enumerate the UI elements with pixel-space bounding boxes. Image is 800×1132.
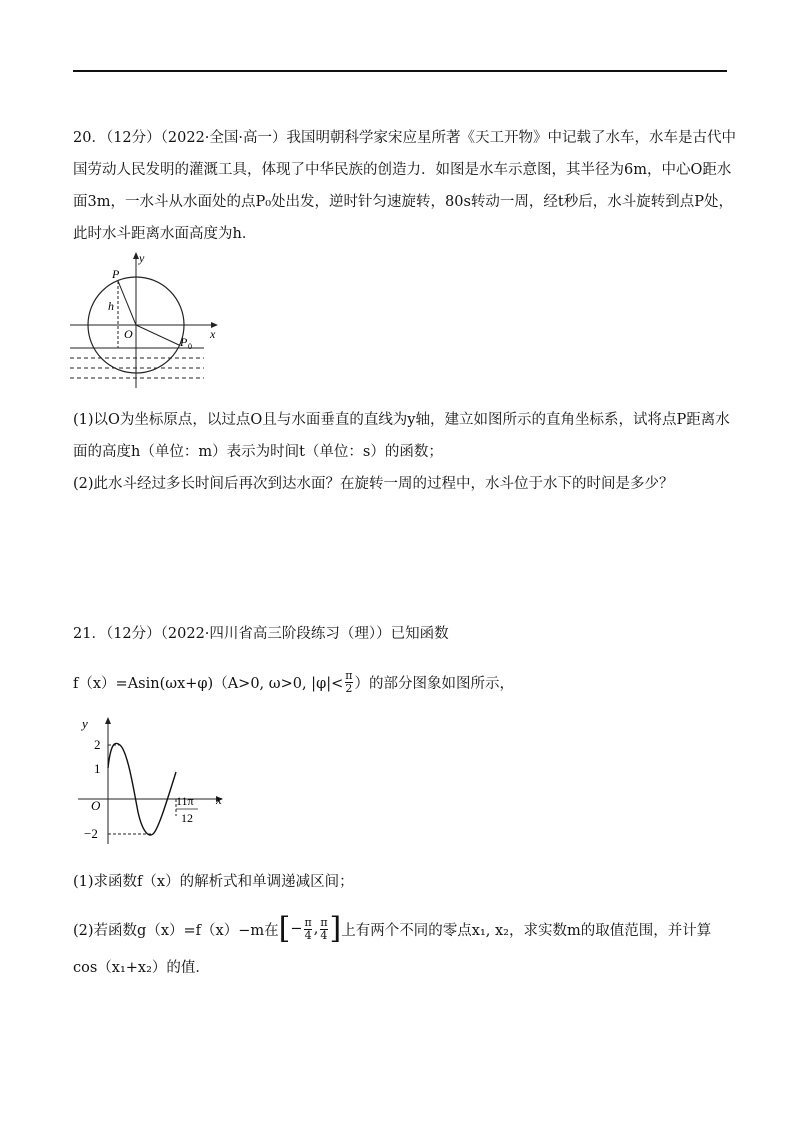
q21-sub1: (1)求函数f（x）的解析式和单调递减区间； xyxy=(73,874,354,890)
q21-sub2-post: 上有两个不同的零点x₁, x₂，求实数m的取值范围，并计算 xyxy=(341,922,712,939)
q21-formula-post: ）的部分图象如图所示， xyxy=(354,676,514,692)
q21-sub2 xyxy=(73,911,712,946)
fig20-y-label: y xyxy=(139,251,145,265)
q20-sub1-line1: (1)以O为坐标原点，以过点O且与水面垂直的直线为y轴，建立如图所示的直角坐标系，试将点P距离水 xyxy=(73,412,730,428)
interval-b-fraction xyxy=(320,917,327,942)
fig20-p-label: P xyxy=(112,267,120,281)
frac-den: 2 xyxy=(345,682,353,695)
fig21-xtick-den: 12 xyxy=(181,811,193,825)
fig21-xtick-num: 11π xyxy=(176,794,194,808)
q20-line1: 20．（12分）（2022·全国·高一）我国明朝科学家宋应星所著《天工开物》中记载了水车，水车是古代中 xyxy=(73,130,737,146)
interval-a-sign: − xyxy=(290,921,303,937)
q20-line4: 此时水斗距离水面高度为h． xyxy=(73,226,257,242)
fig21-y-label: y xyxy=(82,716,88,731)
interval-comma: , xyxy=(313,921,319,937)
frac-den: 4 xyxy=(320,928,328,942)
fig20-h-label: h xyxy=(108,299,114,313)
sine-graph-figure xyxy=(78,712,238,847)
fig21-tick-neg2: −2 xyxy=(84,826,98,841)
frac-num: π xyxy=(304,915,312,929)
interval-right-bracket: ] xyxy=(329,911,342,946)
q20-line3: 面3m，一水斗从水面处的点P₀处出发，逆时针匀速旋转，80s转动一周，经t秒后，水斗旋转到点P处， xyxy=(73,194,734,210)
q20-sub1-line2: 面的高度h（单位：m）表示为时间t（单位：s）的函数； xyxy=(73,444,443,460)
fig20-p0-label: P xyxy=(180,335,188,349)
frac-den: 4 xyxy=(304,928,312,942)
q21-sub2-pre: (2)若函数g（x）=f（x）−m在 xyxy=(73,922,279,939)
q20-line2: 国劳动人民发明的灌溉工具，体现了中华民族的创造力．如图是水车示意图，其半径为6m，中心O距水 xyxy=(73,162,732,178)
fig20-p0-subscript: 0 xyxy=(188,342,192,351)
interval-a-fraction xyxy=(304,917,311,942)
fig21-x-label: x xyxy=(216,792,222,807)
interval-left-bracket: [ xyxy=(278,911,291,946)
fig21-tick-2: 2 xyxy=(94,737,101,752)
waterwheel-figure xyxy=(66,248,226,388)
frac-num: π xyxy=(320,915,328,929)
q21-line1: 21．（12分）（2022·四川省高三阶段练习（理））已知函数 xyxy=(73,626,449,642)
q21-formula-fraction xyxy=(345,670,352,695)
q21-formula-pre: f（x）=Asin(ωx+φ)（A>0, ω>0, |φ|< xyxy=(73,676,344,692)
q21-sub2-last: cos（x₁+x₂）的值． xyxy=(73,960,210,976)
q21-formula xyxy=(73,670,514,695)
header-rule xyxy=(73,70,727,72)
fig20-x-label: x xyxy=(210,327,216,341)
frac-num: π xyxy=(345,669,353,682)
fig21-origin-label: O xyxy=(91,798,101,813)
fig21-tick-1: 1 xyxy=(94,761,101,776)
fig20-origin-label: O xyxy=(124,327,133,341)
q20-sub2: (2)此水斗经过多长时间后再次到达水面？在旋转一周的过程中，水斗位于水下的时间是多少？ xyxy=(73,476,674,492)
